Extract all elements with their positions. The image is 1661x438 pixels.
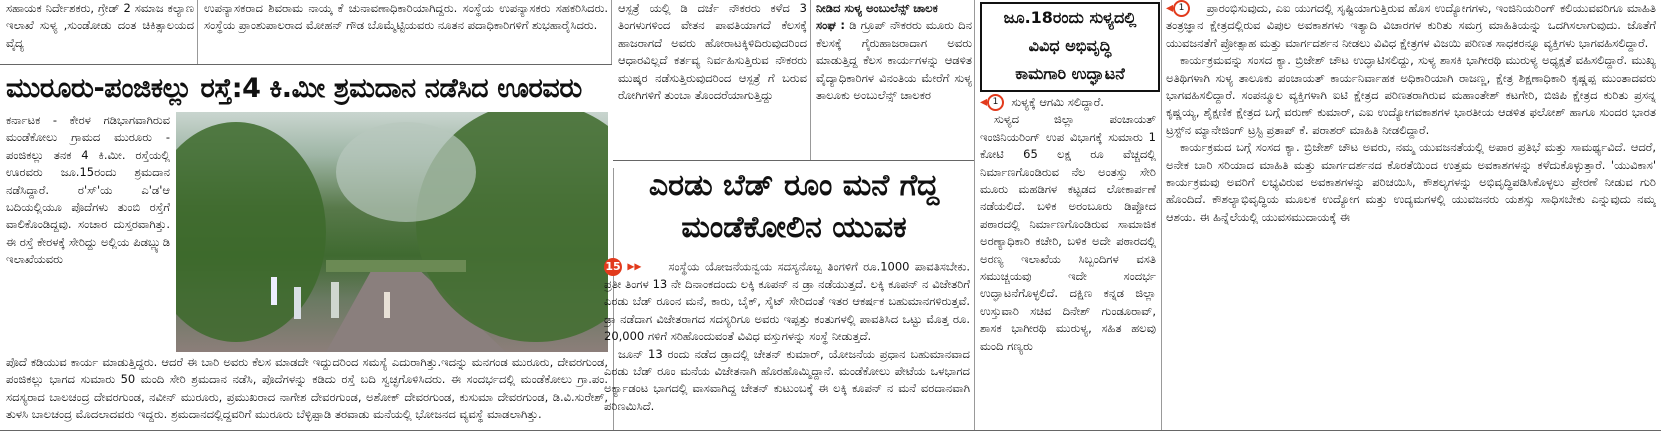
col-a-top-text: ಸಹಾಯಕ ನಿರ್ದೇಶಕರು, ಗ್ರೇಡ್ 2 ಸಮಾಜ ಕಲ್ಯಾಣ ಇಲಾಖೆ ಸುಳ್ಯ ,ಸುಂಡೋಡು ದಂತ ಚಿಕಿತ್ಸಾಲಯದ ವೈದ್ಯ (6, 1, 194, 50)
story3-lead: ಸುಳ್ಯಕ್ಕೆ ಆಗಮಿ ಸಲಿದ್ದಾರೆ. (1011, 95, 1104, 109)
worker-figure (271, 277, 277, 305)
page-ref-ring: 1 (1173, 0, 1190, 17)
story2-para2: ಜೂನ್ 13 ರಂದು ನಡೆದ ಡ್ರಾದಲ್ಲಿ ಚೇತನ್ ಕುಮಾರ್, ಯೋಜನೆಯ ಪ್ರಧಾನ ಬಹುಮಾನವಾದ ಎರಡು ಬೆಡ್ ರೂಂ ಮನೆಯ ವಿಜೇತನಾಗಿ ಹೊರಹೊಮ್ಮಿದ್ದಾನೆ. ಮಂಡೆಕೋಲು ಪೇಟೆಯ ಒಳಭಾಗದ ಅರ್ಕ್ಯಾಡಂಟ ಭಾಗದಲ್ಲಿ ವಾಸವಾಗಿದ್ದ ಚೇತನ್ ಕುಟುಂಬಕ್ಕೆ ಈ ಲಕ್ಕಿ ಕೂಪನ್ ನ ಮನೆ ವರದಾನವಾಗಿ ಪರಿಣಮಿಸಿದೆ. (604, 346, 970, 413)
worker-figure (384, 292, 390, 318)
worker-figure (331, 282, 339, 318)
headline-two-bed-room (618, 165, 970, 251)
road-cleanup-photo (176, 112, 608, 352)
headline-box-sullia (980, 2, 1160, 92)
photo-scene (176, 112, 608, 352)
worker-figure (294, 287, 301, 319)
story1-bottom-text: ಪೊದೆ ಕಡಿಯುವ ಕಾರ್ಯ ಮಾಡುತ್ತಿದ್ದರು. ಆದರೆ ಈ ಬಾರಿ ಅವರು ಕೆಲಸ ಮಾಡದೇ ಇದ್ದುದರಿಂದ ಸಮಸ್ಯೆ ಎದುರಾಗಿತ್ತು.ಇದನ್ನು ಮನಗಂಡ ಮುರೂರು, ದೇವರಗುಂಡ, ಪಂಜಿಕಲ್ಲು ಭಾಗದ ಸುಮಾರು 50 ಮಂದಿ ಸೇರಿ ಶ್ರಮದಾನ ನಡೆಸಿ, ಪೊದೆಗಳನ್ನು ಕಡಿದು ರಸ್ತೆ ಬದಿ ಸ್ವಚ್ಛಗೊಳಿಸಿದರು. ಈ ಸಂದರ್ಭದಲ್ಲಿ ಮಂಡೆಕೋಲು ಗ್ರಾ.ಪಂ. ಸದಸ್ಯರಾದ ಬಾಲಚಂದ್ರ ದೇವರಗುಂಡ, ನವೀನ್ ಮುರೂರು, ಪ್ರಮುಖರಾದ ನಾಗೇಶ ದೇವರಗುಂಡ, ಅಶೋಕ್ ದೇವರಗುಂಡ, ಕುಸುಮಾ ದೇವರಗುಂಡ, ಡಿ.ವಿ.ಸುರೇಶ್, ತುಳಸಿ ಬಾಲಚಂದ್ರ ಮೊದಲಾದವರು ಇದ್ದರು. ಶ್ರಮದಾನದಲ್ಲಿದ್ದವರಿಗೆ ಮುರೂರು ಬೆಳ್ಳಿಪ್ಪಾಡಿ ತರವಾಡು ಮನೆಯಲ್ಲಿ ಭೋಜನದ ವ್ಯವಸ್ಥೆ ಮಾಡಲಾಗಿತ್ತು. (6, 355, 608, 422)
col-c-top-text: ಆಸ್ಪತ್ರೆ ಯಲ್ಲಿ ಡಿ ದರ್ಜೆ ನೌಕರರು ಕಳೆದ 3 ತಿಂಗಳುಗಳಿಂದ ವೇತನ ಪಾವತಿಯಾಗದೆ ಕೆಲಸಕ್ಕೆ ಹಾಜರಾಗದೆ ಅವರು ಹೋರಾಟಕ್ಕಿಳಿದಿರುವುದರಿಂದ ಆಧಾರವಿಲ್ಲದೆ ಕರ್ತವ್ಯ ನಿರ್ವಹಿಸುತ್ತಿರುವ ನೌಕರರು ಮುಷ್ಕರ ನಡೆಸುತ್ತಿರುವುದರಿಂದ ಆಸ್ಪತ್ರೆ ಗೆ ಬರುವ ರೋಗಿಗಳಿಗೆ ತುಂಬಾ ತೊಂದರೆಯಾಗುತ್ತಿದ್ದು (618, 1, 807, 103)
col-d-heading: ನೀಡಿದ ಸುಳ್ಯ ಅಂಬುಲೆನ್ಸ್ ಚಾಲಕ (816, 1, 938, 15)
story4-body (1166, 0, 1656, 429)
back-arrow-icon: ◂ (980, 94, 988, 110)
headline-2-line2: ಮಂಡೆಕೋಲಿನ ಯುವಕ (681, 210, 907, 245)
back-arrow-icon: ◂ (1166, 0, 1174, 16)
story3-body (980, 94, 1156, 429)
page-ref-ring: 1 (987, 94, 1004, 111)
col-b-top-text: ಉಪನ್ಯಾಸಕರಾದ ಶಿವರಾಮ ನಾಯ್ಕ ಕೆ ಚುನಾವಣಾಧಿಕಾರಿಯಾಗಿದ್ದರು. ಸಂಸ್ಥೆಯ ಉಪನ್ಯಾಸಕರು ಸಹಕರಿಸಿದರು. ಸಂಸ್ಥೆಯ ಪ್ರಾಂಶುಪಾಲರಾದ ಮೋಹನ್ ಗೌಡ ಬೊಮ್ಮೆಟ್ಟಿಯವರು ನೂತನ ಪದಾಧಿಕಾರಿಗಳಿಗೆ ಶುಭಹಾರೈಸಿದರು. (204, 1, 608, 33)
headline-2-line1: ಎರಡು ಬೆಡ್ ರೂಂ ಮನೆ ಗೆದ್ದ (648, 168, 940, 203)
main-headline: ಮುರೂರು-ಪಂಜಿಕಲ್ಲು ರಸ್ತೆ:4 ಕಿ.ಮೀ ಶ್ರಮದಾನ ನಡೆಸಿದ ಊರವರು (6, 73, 582, 104)
story1-left-text: ಕರ್ನಾಟಕ - ಕೇರಳ ಗಡಿಭಾಗವಾಗಿರುವ ಮಂಡೆಕೋಲು ಗ್ರಾಮದ ಮುರೂರು - ಪಂಜಿಕಲ್ಲು ತನಕ 4 ಕಿ.ಮೀ. ರಸ್ತೆಯಲ್ಲಿ ಊರವರು ಜೂ.15ರಂದು ಶ್ರಮದಾನ ನಡೆಸಿದ್ದಾರೆ. ರ'ಸ್'ಯ ಎ'ಡ'ಆ ಬದಿಯಲ್ಲಿಯೂ ಪೊದೆಗಳು ತುಂಬಿ ರಸ್ತೆಗೆ ವಾಲಿಕೊಂಡಿದ್ದವು. ಸಂಚಾರ ದುಸ್ತರವಾಗಿತ್ತು. ಈ ರಸ್ತೆ ಕೇರಳಕ್ಕೆ ಸೇರಿದ್ದು ಅಲ್ಲಿಯ ಪಿಡಬ್ಲ್ಯುಡಿ ಇಲಾಖೆಯವರು (6, 113, 170, 267)
col-d-body: ಡಿ ಗ್ರೂಪ್ ನೌಕರರು ಮೂರು ದಿನ ಕೆಲಸಕ್ಕೆ ಗೈರುಹಾಜರಾದಾಗ ಅವರು ಮಾಡುತ್ತಿದ್ದ ಕೆಲಸ ಕಾರ್ಯಗಳನ್ನು ಆಡಳಿತ ವೈದ್ಯಾಧಿಕಾರಿಗಳ ವಿನಂತಿಯ ಮೇರೆಗೆ ಸುಳ್ಯ ತಾಲೂಕು ಅಂಬುಲೆನ್ಸ್ ಚಾಲಕರ (816, 18, 972, 103)
story2-para1: ಸಂಸ್ಥೆಯ ಯೋಜನೆಯನ್ವಯ ಸದಸ್ಯನೊಬ್ಬ ತಿಂಗಳಿಗೆ ರೂ.1000 ಪಾವತಿಸಬೇಕು. ಪ್ರತೀ ತಿಂಗಳ 13 ನೇ ದಿನಾಂಕದಂದು ಲಕ್ಕಿ ಕೂಪನ್ ನ ಡ್ರಾ ನಡೆಯುತ್ತದೆ. ಲಕ್ಕಿ ಕೂಪನ್ ನ ವಿಜೇತರಿಗೆ ಎರಡು ಬೆಡ್ ರೂಂನ ಮನೆ, ಕಾರು, ಬೈಕ್, ಸೈಟ್ ಸೇರಿದಂತೆ ಇತರ ಆಕರ್ಷಕ ಬಹುಮಾನಗಳಿರುತ್ತವೆ. ಡ್ರಾ ನಡೆದಾಗ ವಿಜೇತರಾಗದ ಸದಸ್ಯರಿಗೂ ಅವರು ಇಪ್ಪತ್ತು ಕಂತುಗಳಲ್ಲಿ ಪಾವತಿಸಿದ ಒಟ್ಟು ಮೊತ್ತ ರೂ. 20,000 ಗಳಿಗೆ ಸರಿಹೊಂದುವಂತೆ ವಿವಿಧ ವಸ್ತುಗಳನ್ನು ಸಂಸ್ಥೆ ನೀಡುತ್ತದೆ. (604, 259, 970, 344)
headline-3-line3: ಕಾಮಗಾರಿ ಉದ್ಘಾಟನೆ (1015, 64, 1125, 83)
continue-arrow-icon: ▸▸ (627, 258, 642, 275)
story4-para3: ಕಾರ್ಯಕ್ರಮದ ಬಗ್ಗೆ ಸಂಸದ ಕ್ಯಾ. ಬ್ರಿಜೇಶ್ ಚೌಟ ಅವರು, ನಮ್ಮ ಯುವಜನತೆಯಲ್ಲಿ ಅಪಾರ ಪ್ರತಿಭೆ ಮತ್ತು ಸಾಮರ್ಥ್ಯವಿದೆ. ಆದರೆ, ಅನೇಕ ಬಾರಿ ಸರಿಯಾದ ಮಾಹಿತಿ ಮತ್ತು ಮಾರ್ಗದರ್ಶನದ ಕೊರತೆಯಿಂದ ಉತ್ತಮ ಅವಕಾಶಗಳನ್ನು ಕಳೆದುಕೊಳ್ಳುತ್ತಾರೆ. 'ಯುವಿಕಾಸ' ಕಾರ್ಯಕ್ರಮವು ಅವರಿಗೆ ಲಭ್ಯವಿರುವ ಅವಕಾಶಗಳನ್ನು ಪರಿಚಯಿಸಿ, ಕೌಶಲ್ಯಗಳನ್ನು ಅಭಿವೃದ್ಧಿಪಡಿಸಿಕೊಳ್ಳಲು ಪ್ರೇರಣೆ ನೀಡುವ ಗುರಿ ಹೊಂದಿದೆ. ಕೌಶಲ್ಯಾಭಿವೃದ್ಧಿಯ ಮೂಲಕ ಉದ್ಯೋಗ ಮತ್ತು ಉದ್ಯಮಗಳಲ್ಲಿ ಯುವಜನರು ಯಶಸ್ಸು ಸಾಧಿಸಬೇಕು ಎನ್ನುವುದು ನಮ್ಮ ಆಶಯ. ಈ ಹಿನ್ನೆಲೆಯಲ್ಲಿ ಯುವಸಮುದಾಯಕ್ಕೆ ಈ (1166, 140, 1656, 224)
col-d-label: ಸಂಘ : (816, 18, 845, 33)
page-ref-badge: 15 (604, 258, 622, 276)
headline-3-line1: ಜೂ.18ರಂದು ಸುಳ್ಯದಲ್ಲಿ (1003, 8, 1137, 27)
story3-text: ಸುಳ್ಯದ ಜಿಲ್ಲಾ ಪಂಚಾಯತ್ ಇಂಜಿನಿಯರಿಂಗ್ ಉಪ ವಿಭಾಗಕ್ಕೆ ಸುಮಾರು 1 ಕೋಟಿ 65 ಲಕ್ಷ ರೂ ವೆಚ್ಚದಲ್ಲಿ ನಿರ್ಮಾಣಗೊಂಡಿರುವ ನೆಲ ಅಂತಸ್ತು ಸೇರಿ ಮೂರು ಮಹಡಿಗಳ ಕಟ್ಟಡದ ಲೋಕಾರ್ಪಣೆ ನಡೆಯಲಿದೆ. ಬಳಿಕ ಅರಂಬೂರು ಡಿಪ್ಪೋದ ಪಠಾರದಲ್ಲಿ ನಿರ್ಮಾಣಗೊಂಡಿರುವ ಸಾಮಾಜಿಕ ಅರಣ್ಯಾಧಿಕಾರಿ ಕಚೇರಿ, ಬಳಿಕ ಅದೇ ಪಠಾರದಲ್ಲಿ ಅರಣ್ಯ ಇಲಾಖೆಯ ಸಿಬ್ಬಂದಿಗಳ ವಸತಿ ಸಮುಚ್ಚಯವು ಇದೇ ಸಂದರ್ಭ ಉದ್ಘಾಟನೆಗೊಳ್ಳಲಿದೆ. ದಕ್ಷಿಣ ಕನ್ನಡ ಜಿಲ್ಲಾ ಉಸ್ತುವಾರಿ ಸಚಿವ ದಿನೇಶ್ ಗುಂಡೂರಾವ್, ಶಾಸಕ ಭಾಗೀರಥಿ ಮುರುಳ್ಯ, ಸಹಿತ ಹಲವು ಮಂದಿ ಗಣ್ಯರು (980, 112, 1156, 353)
headline-3-line2: ವಿವಿಧ ಅಭಿವೃದ್ಧಿ (1028, 36, 1112, 55)
story4-para2: ಕಾರ್ಯಕ್ರಮವನ್ನು ಸಂಸದ ಕ್ಯಾ. ಬ್ರಿಜೇಶ್ ಚೌಟ ಉದ್ಘಾಟಿಸಲಿದ್ದು, ಸುಳ್ಯ ಶಾಸಕಿ ಭಾಗೀರಥಿ ಮುರುಳ್ಯ ಅಧ್ಯಕ್ಷತೆ ವಹಿಸಲಿದ್ದಾರೆ. ಮುಖ್ಯ ಅತಿಥಿಗಳಾಗಿ ಸುಳ್ಯ ತಾಲೂಕು ಪಂಚಾಯತ್ ಕಾರ್ಯನಿರ್ವಾಹಕ ಅಧಿಕಾರಿಯಾಗಿ ರಾಜಣ್ಣ, ಕ್ಷೇತ್ರ ಶಿಕ್ಷಣಾಧಿಕಾರಿ ಕೃಷ್ಣಪ್ಪ ಮುಂತಾದವರು ಭಾಗವಹಿಸಲಿದ್ದಾರೆ. ಸಂಪನ್ಮೂಲ ವ್ಯಕ್ತಿಗಳಾಗಿ ಐಟಿ ಕ್ಷೇತ್ರದ ಪರಿಣತರಾಗಿರುವ ಮಹಾಂತೇಶ್ ಕಟಗೇರಿ, ಬಿಜಿಪಿ ಕ್ಷೇತ್ರದ ಕುರಿತು ಪ್ರಸನ್ನ ಕೃಷ್ಣಯ್ಯ, ಶೈಕ್ಷಣಿಕ ಕ್ಷೇತ್ರದ ಬಗ್ಗೆ ವರುಣ್ ಕುಮಾರ್, ಎಐ ಉದ್ಯೋಗವಕಾಶಗಳ ಭಾರತೀಯ ಆಡಳಿತ ಫಲೋಶ್ ಹಾಗೂ ಸುಂದರ ಭಾರತ ಟ್ರಸ್ಟ್‌ನ ಮ್ಯಾನೇಜಿಂಗ್ ಟ್ರಸ್ಟಿ ಪ್ರತಾಪ್ ಕೆ. ಪರಾಶರ್ ಮಾಹಿತಿ ನೀಡಲಿದ್ದಾರೆ. (1166, 53, 1656, 137)
story2-body (604, 258, 970, 429)
story4-para1: ಪ್ರಾರಂಭಿಸುವುದು, ಎಐ ಯುಗದಲ್ಲಿ ಸೃಷ್ಟಿಯಾಗುತ್ತಿರುವ ಹೊಸ ಉದ್ಯೋಗಗಳು, ಇಂಜಿನಿಯರಿಂಗ್ ಕಲಿಯುವವರಿಗೂ ಮಾಹಿತಿ ತಂತ್ರಜ್ಞಾನ ಕ್ಷೇತ್ರದಲ್ಲಿರುವ ವಿಪುಲ ಅವಕಾಶಗಳು ಇತ್ಯಾದಿ ವಿಚಾರಗಳ ಕುರಿತು ಸಮಗ್ರ ಮಾಹಿತಿಯನ್ನು ಒದಗಿಸಲಾಗುವುದು. ಜೊತೆಗೆ ಯುವಜನತೆಗೆ ಪ್ರೋತ್ಸಾಹ ಮತ್ತು ಮಾರ್ಗದರ್ಶನ ನೀಡಲು ವಿವಿಧ ಕ್ಷೇತ್ರಗಳ ವಿಜಯಿ ಪರಿಣತ ಸಾಧಕರನ್ನೂ ವ್ಯಕ್ತಿಗಳು ಭಾಗವಹಿಸಲಿದ್ದಾರೆ. (1166, 1, 1656, 50)
